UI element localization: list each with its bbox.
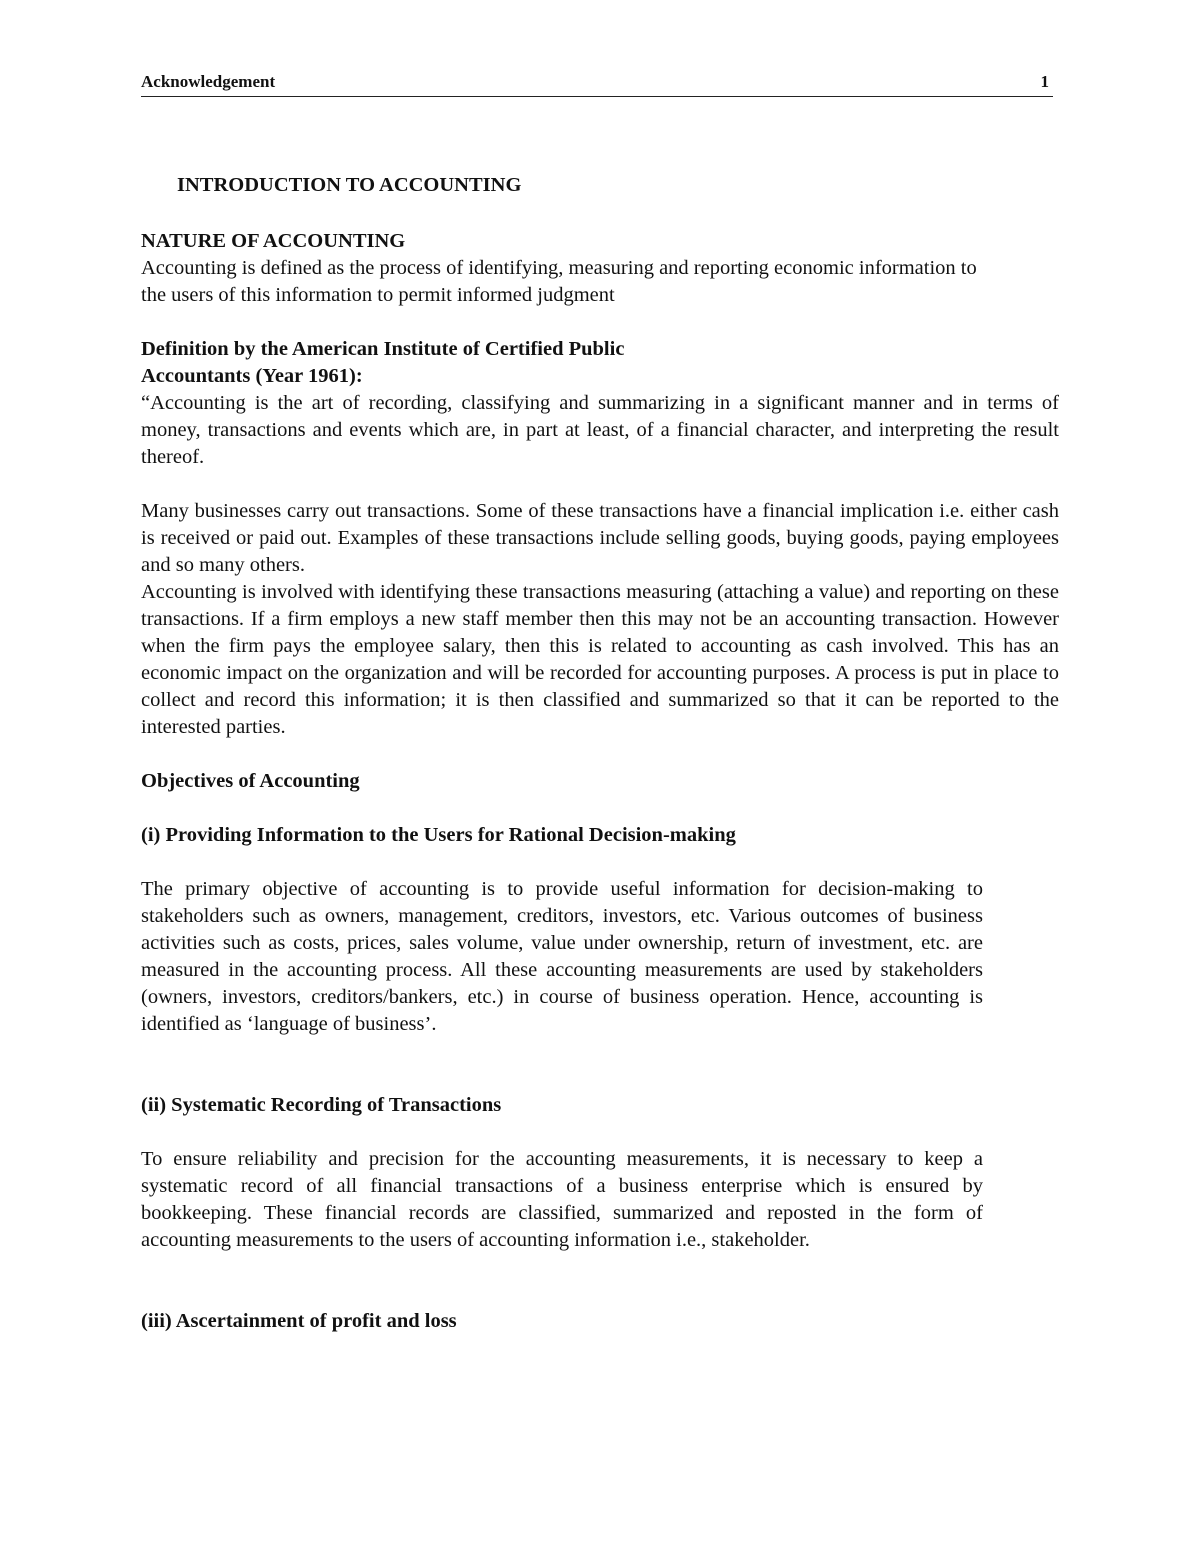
page-header xyxy=(141,72,1053,97)
definition-text: “Accounting is the art of recording, classifying and summarizing in a significant manner and in terms of money, transactions and events which are, in part at least, of a financial character, and interpreting the result thereof. xyxy=(141,392,1059,468)
document-title: INTRODUCTION TO ACCOUNTING xyxy=(177,174,522,196)
objective-2-heading: (ii) Systematic Recording of Transactions xyxy=(141,1094,502,1116)
objectives-heading: Objectives of Accounting xyxy=(141,770,360,792)
definition-heading-line1: Definition by the American Institute of Certified Public xyxy=(141,338,625,360)
involved-paragraph: Accounting is involved with identifying these transactions measuring (attaching a value) and reporting on these transactions. If a firm employs a new staff member then this may not be an accounting transaction. However when the firm pays the employee salary, then this is related to accounting as cash involved. This has an economic impact on the organization and will be recorded for accounting purposes. A process is put in place to collect and record this information; it is then classified and summarized so that it can be reported to the interested parties. xyxy=(141,581,1059,738)
page-number: 1 xyxy=(1040,72,1049,91)
objective-3-heading: (iii) Ascertainment of profit and loss xyxy=(141,1310,457,1332)
nature-text: Accounting is defined as the process of identifying, measuring and reporting economic information to the users of this information to permit informed judgment xyxy=(141,257,977,306)
definition-heading-line2: Accountants (Year 1961): xyxy=(141,365,363,387)
objective-1-heading: (i) Providing Information to the Users for Rational Decision-making xyxy=(141,824,736,846)
objective-1-text: The primary objective of accounting is to provide useful information for decision-making to stakeholders such as owners, management, creditors, investors, etc. Various outcomes of business activities such as costs, prices, sales volume, value under ownership, return of investment, etc. are measured in the accounting process. All these accounting measurements are used by stakeholders (owners, investors, creditors/bankers, etc.) in course of business operation. Hence, accounting is identified as ‘language of business’. xyxy=(141,878,983,1035)
businesses-paragraph: Many businesses carry out transactions. Some of these transactions have a financial implication i.e. either cash is received or paid out. Examples of these transactions include selling goods, buying goods, paying employees and so many others. xyxy=(141,500,1059,576)
header-title: Acknowledgement xyxy=(141,72,276,91)
objective-2-text: To ensure reliability and precision for the accounting measurements, it is necessary to keep a systematic record of all financial transactions of a business enterprise which is ensured by bookkeeping. These financial records are classified, summarized and reposted in the form of accounting measurements to the users of accounting information i.e., stakeholder. xyxy=(141,1148,983,1251)
document-body xyxy=(141,172,1059,1335)
nature-heading: NATURE OF ACCOUNTING xyxy=(141,230,406,252)
